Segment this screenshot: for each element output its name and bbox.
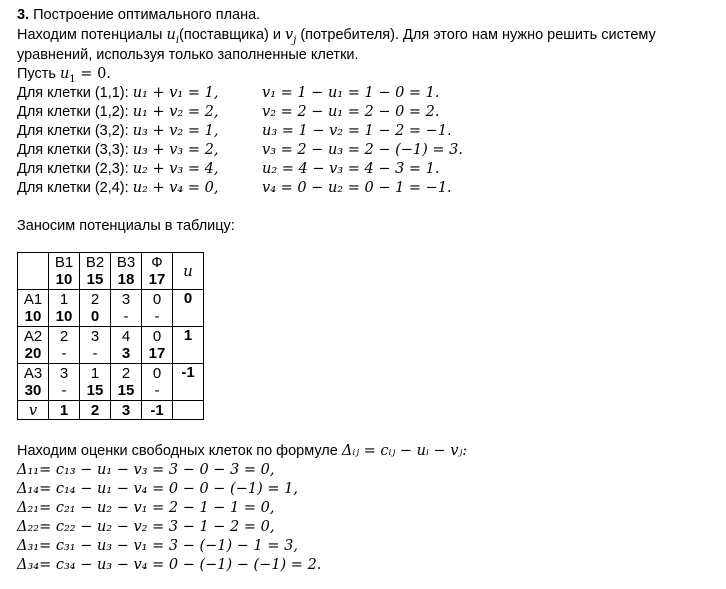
table-cell: 0 17 — [142, 327, 173, 364]
header-cell: Ф 17 — [142, 253, 173, 290]
table-row — [18, 364, 204, 401]
v-row — [18, 401, 204, 420]
table-cell: 4 3 — [111, 327, 142, 364]
header-cell: В3 18 — [111, 253, 142, 290]
intro-line-1: Находим потенциалы $u_i(поставщика)$ и $v_j$ (потребителя). Для этого нам нужно решить систему — [17, 27, 656, 46]
u-value-cell: 0 — [173, 290, 204, 327]
equation-row: Для клетки (2,3): u₂ + v₃ = 4, u₂ = 4 − v₃ = 4 − 3 = 1. — [17, 161, 440, 177]
estimate-row: Δ₃₁= c₃₁ − u₃ − v₁ = 3 − (−1) − 1 = 3, — [17, 538, 298, 554]
estimate-row: Δ₁₁= c₁₃ − u₁ − v₃ = 3 − 0 − 3 = 0, — [17, 462, 275, 478]
table-cell: 1 10 — [49, 290, 80, 327]
estimate-row: Δ₂₁= c₂₁ − u₂ − v₁ = 2 − 1 − 1 = 0, — [17, 500, 275, 516]
u-value-cell: 1 — [173, 327, 204, 364]
equation-row: Для клетки (2,4): u₂ + v₄ = 0, v₄ = 0 − u₂ = 0 − 1 = −1. — [17, 180, 452, 196]
estimates-intro: Находим оценки свободных клеток по формуле Δᵢⱼ = cᵢⱼ − uᵢ − vⱼ: — [17, 443, 468, 459]
table-cell: 3 - — [111, 290, 142, 327]
section-number: 3. — [17, 7, 30, 23]
equation-row: Для клетки (3,3): u₃ + v₃ = 2, v₃ = 2 − u₃ = 2 − (−1) = 3. — [17, 142, 463, 158]
intro-line-3: Пусть $u_1 = 0$. — [17, 66, 111, 85]
supplier-cell: А2 20 — [18, 327, 49, 364]
header-cell: В2 15 — [80, 253, 111, 290]
table-cell: 3 - — [49, 364, 80, 401]
supplier-cell: А1 10 — [18, 290, 49, 327]
table-cell: 2 - — [49, 327, 80, 364]
table-cell: 2 0 — [80, 290, 111, 327]
v-value-cell: 1 — [49, 401, 80, 420]
table-cell: 3 - — [80, 327, 111, 364]
table-intro: Заносим потенциалы в таблицу: — [17, 218, 235, 234]
v-value-cell: -1 — [142, 401, 173, 420]
empty-cell — [173, 401, 204, 420]
potentials-table — [17, 252, 204, 420]
table-row — [18, 290, 204, 327]
v-header-cell: v — [18, 401, 49, 420]
table-cell: 1 15 — [80, 364, 111, 401]
corner-cell — [18, 253, 49, 290]
estimate-row: Δ₃₄= c₃₄ − u₃ − v₄ = 0 − (−1) − (−1) = 2. — [17, 557, 322, 573]
table-header-row — [18, 253, 204, 290]
equation-row: Для клетки (1,1): u₁ + v₁ = 1, v₁ = 1 − u₁ = 1 − 0 = 1. — [17, 85, 440, 101]
section-heading — [17, 7, 260, 23]
u-value-cell: -1 — [173, 364, 204, 401]
estimate-row: Δ₂₂= c₂₂ − u₂ − v₂ = 3 − 1 − 2 = 0, — [17, 519, 275, 535]
supplier-cell: А3 30 — [18, 364, 49, 401]
section-title: Построение оптимального плана. — [33, 7, 261, 23]
equation-row: Для клетки (1,2): u₁ + v₂ = 2, v₂ = 2 − u₁ = 2 − 0 = 2. — [17, 104, 440, 120]
header-cell: В1 10 — [49, 253, 80, 290]
table-cell: 2 15 — [111, 364, 142, 401]
v-value-cell: 2 — [80, 401, 111, 420]
estimate-row: Δ₁₄= c₁₄ − u₁ − v₄ = 0 − 0 − (−1) = 1, — [17, 481, 298, 497]
intro-line-2: уравнений, используя только заполненные клетки. — [17, 47, 359, 63]
table-cell: 0 - — [142, 290, 173, 327]
table-row — [18, 327, 204, 364]
v-value-cell: 3 — [111, 401, 142, 420]
equation-row: Для клетки (3,2): u₃ + v₂ = 1, u₃ = 1 − v₂ = 1 − 2 = −1. — [17, 123, 452, 139]
table-cell: 0 - — [142, 364, 173, 401]
u-header-cell: u — [173, 253, 204, 290]
